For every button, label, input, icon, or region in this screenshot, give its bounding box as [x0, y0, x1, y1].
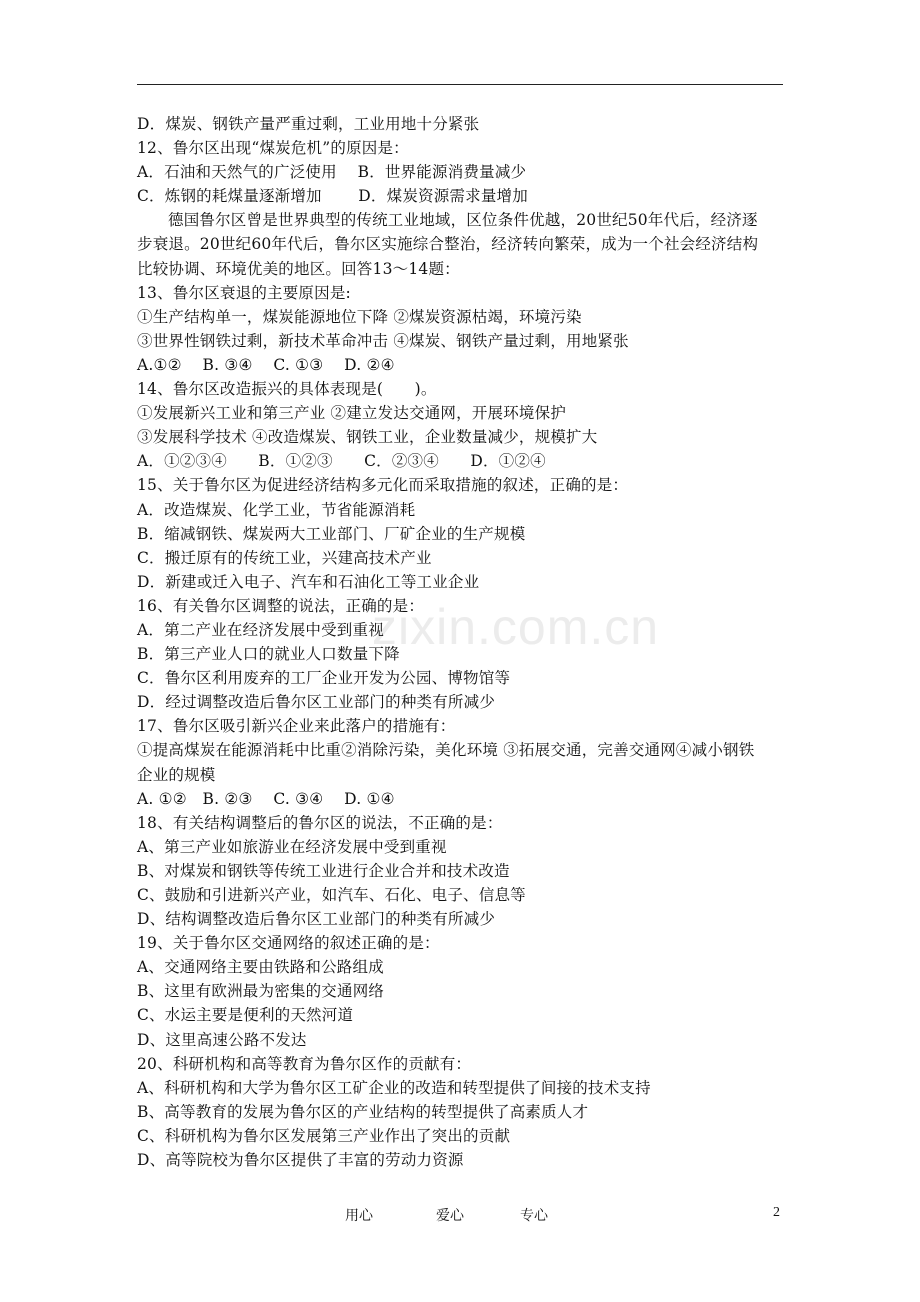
question-17: 17、鲁尔区吸引新兴企业来此落户的措施有：: [137, 717, 456, 736]
option-line: A、交通网络主要由铁路和公路组成: [137, 958, 384, 977]
question-20: 20、科研机构和高等教育为鲁尔区作的贡献有：: [137, 1054, 472, 1073]
option-line: D、这里高速公路不发达: [137, 1030, 307, 1049]
question-12: 12、鲁尔区出现“煤炭危机”的原因是：: [137, 139, 409, 158]
header-rule: [137, 84, 783, 85]
option-line: C．鲁尔区利用废弃的工厂企业开发为公园、博物馆等: [137, 669, 511, 688]
text-line: D．煤炭、钢铁产量严重过剩，工业用地十分紧张: [137, 115, 480, 133]
statement-line: ①发展新兴工业和第三产业 ②建立发达交通网，开展环境保护: [137, 404, 567, 423]
option-line: C、科研机构为鲁尔区发展第三产业作出了突出的贡献: [137, 1126, 511, 1145]
passage-line: 比较协调、环境优美的地区。回答13～14题：: [137, 259, 460, 278]
page-number: 2: [773, 1205, 780, 1220]
option-line: A、第三产业如旅游业在经济发展中受到重视: [137, 837, 447, 856]
option-line: A．第二产业在经济发展中受到重视: [137, 620, 384, 639]
document-body: [137, 112, 787, 1172]
statement-line: 企业的规模: [137, 765, 216, 784]
question-13: 13、鲁尔区衰退的主要原因是:: [137, 283, 351, 302]
option-line: B．第三产业人口的就业人口数量下降: [137, 645, 400, 664]
option-line: B、高等教育的发展为鲁尔区的产业结构的转型提供了高素质人才: [137, 1102, 589, 1121]
option-line: A．石油和天然气的广泛使用 B．世界能源消费量减少: [137, 163, 527, 182]
option-line: C．搬迁原有的传统工业，兴建高技术产业: [137, 548, 432, 567]
option-line: D、高等院校为鲁尔区提供了丰富的劳动力资源: [137, 1151, 464, 1170]
statement-line: ③世界性钢铁过剩，新技术革命冲击 ④煤炭、钢铁产量过剩，用地紧张: [137, 331, 629, 350]
question-18: 18、有关结构调整后的鲁尔区的说法，不正确的是：: [137, 813, 503, 832]
option-line: B、对煤炭和钢铁等传统工业进行企业合并和技术改造: [137, 861, 510, 880]
question-16: 16、有关鲁尔区调整的说法，正确的是：: [137, 596, 425, 615]
footer-text-middle: 爱心: [436, 1208, 464, 1224]
option-line: A．①②③④ B．①②③ C．②③④ D．①②④: [137, 452, 546, 471]
question-14: 14、鲁尔区改造振兴的具体表现是( )。: [137, 380, 437, 399]
question-19: 19、关于鲁尔区交通网络的叙述正确的是：: [137, 934, 440, 953]
option-line: C、鼓励和引进新兴产业，如汽车、石化、电子、信息等: [137, 886, 526, 904]
option-line: B．缩减钢铁、煤炭两大工业部门、厂矿企业的生产规模: [137, 524, 526, 543]
footer-text-right: 专心: [520, 1208, 548, 1224]
option-line: A、科研机构和大学为鲁尔区工矿企业的改造和转型提供了间接的技术支持: [137, 1078, 651, 1097]
statement-line: ③发展科学技术 ④改造煤炭、钢铁工业，企业数量减少，规模扩大: [137, 428, 598, 447]
option-line: D、结构调整改造后鲁尔区工业部门的种类有所减少: [137, 910, 496, 929]
passage-line: 步衰退。20世纪60年代后，鲁尔区实施综合整治，经济转向繁荣，成为一个社会经济结构: [137, 235, 759, 254]
question-15: 15、关于鲁尔区为促进经济结构多元化而采取措施的叙述，正确的是：: [137, 476, 629, 495]
option-line: C．炼钢的耗煤量逐渐增加 D．煤炭资源需求量增加: [137, 187, 528, 206]
option-line: B、这里有欧洲最为密集的交通网络: [137, 982, 385, 1001]
statement-line: ①提高煤炭在能源消耗中比重②消除污染，美化环境 ③拓展交通，完善交通网④减小钢铁: [137, 741, 755, 760]
option-line: D．新建或迁入电子、汽车和石油化工等工业企业: [137, 572, 480, 591]
option-line: A．改造煤炭、化学工业，节省能源消耗: [137, 500, 416, 519]
option-line: A. ①② B. ②③ C. ③④ D. ①④: [137, 789, 395, 808]
watermark: zixin.com.cn: [372, 599, 660, 655]
option-line: C、水运主要是便利的天然河道: [137, 1006, 354, 1025]
option-line: A.①② B. ③④ C. ①③ D. ②④: [137, 355, 395, 374]
option-line: D．经过调整改造后鲁尔区工业部门的种类有所减少: [137, 693, 496, 712]
footer-text-left: 用心: [345, 1208, 373, 1224]
statement-line: ①生产结构单一，煤炭能源地位下降 ②煤炭资源枯竭，环境污染: [137, 307, 582, 326]
passage-line: 德国鲁尔区曾是世界典型的传统工业地域，区位条件优越，20世纪50年代后，经济逐: [168, 211, 758, 230]
